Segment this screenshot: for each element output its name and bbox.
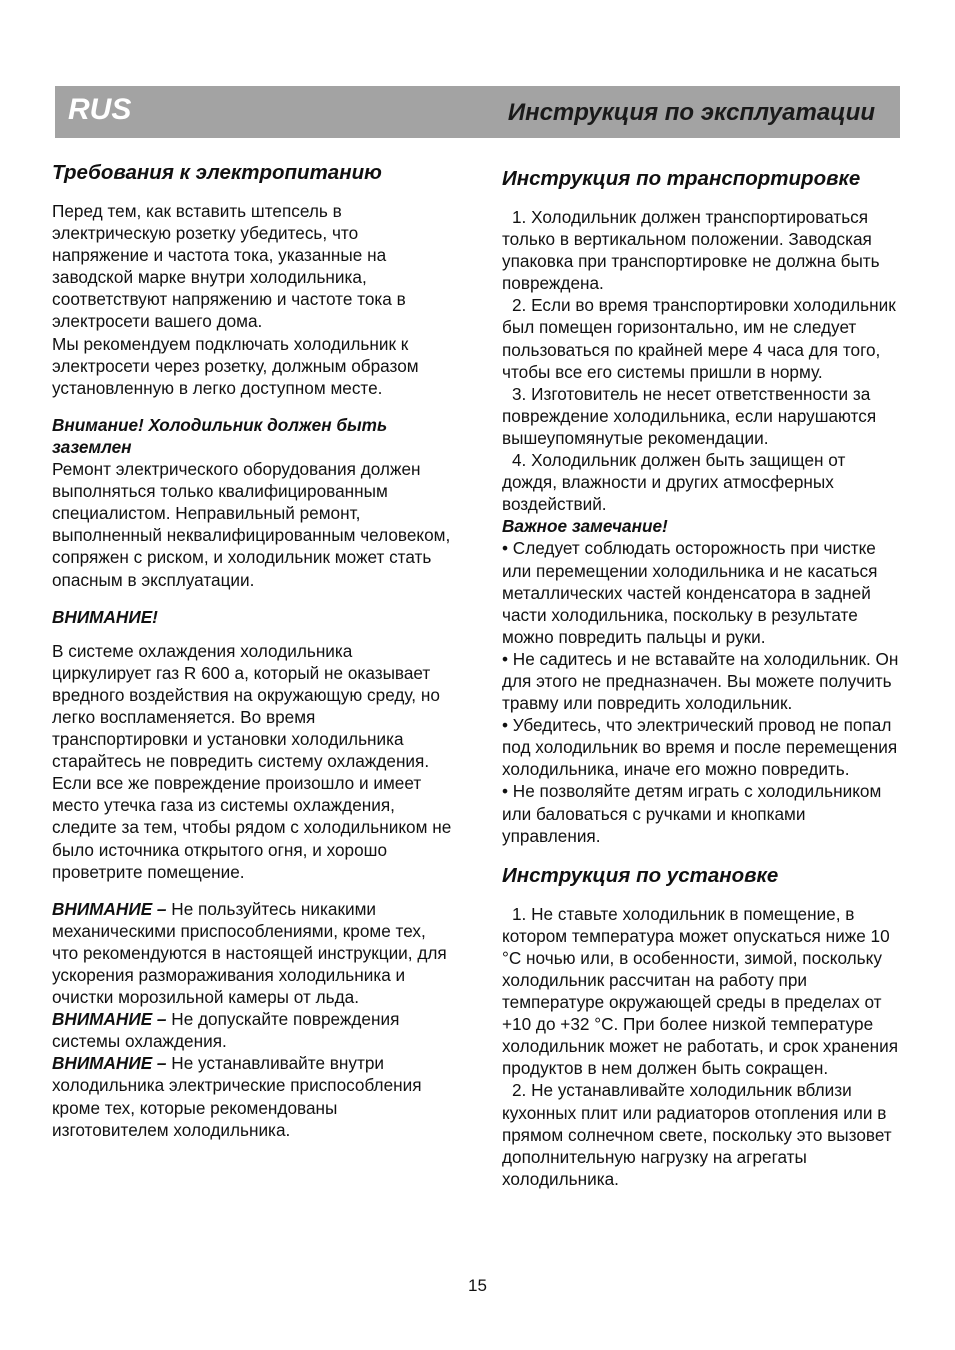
page-title: Инструкция по эксплуатации [507,99,875,126]
transport-item-3: 3. Изготовитель не несет ответственности за повреждение холодильника, если нарушаются вышеупомянутые рекомендации. [502,383,877,448]
repair-paragraph: Ремонт электрического оборудования должен выполняться только квалифицированным специалистом. Неправильный ремонт, выполненный неквалифицированным человеком, сопряжен с риском, и холодильник может стать опасным в эксплуатации. [52,459,451,590]
attention-heading: ВНИМАНИЕ! [52,606,158,627]
warning-text: Не пользуйтесь никакими механическими приспособлениями, кроме тех, что рекомендуются в настоящей инструкции, для ускорения размораживания холодильника и очистки морозильной камеры от льда. [52,898,447,1008]
warning-label: ВНИМАНИЕ – [52,1009,167,1030]
install-item-2: 2. Не устанавливайте холодильник вблизи кухонных плит или радиаторов отопления или в прямом солнечном свете, поскольку это вызовет дополнительную нагрузку на агрегаты холодильника. [502,1080,892,1189]
transport-item-1: 1. Холодильник должен транспортироваться только в вертикальном положении. Заводская упаковка при транспортировке не должна быть повреждена. [502,207,880,294]
install-heading: Инструкция по установке [502,863,779,887]
bullet-item-1: • Следует соблюдать осторожность при чистке или перемещении холодильника и не касаться металлических частей конденсатора в задней части холодильника, поскольку в результате можно повредить пальцы и руки. [502,538,878,647]
power-paragraph-1: Перед тем, как вставить штепсель в электрическую розетку убедитесь, что напряжение и частота тока, указанные на заводской марке внутри холодильника, соответствуют напряжению и частоте тока в электросети вашего дома. [52,201,406,332]
warning-paragraph-3 [52,1052,452,1140]
page-number: 15 [468,1276,487,1295]
transport-item-2: 2. Если во время транспортировки холодильник был помещен горизонтально, им не следует пользоваться по крайней мере 4 часа для того, чтобы все его системы пришли в норму. [502,295,896,382]
gas-paragraph: В системе охлаждения холодильника циркулирует газ R 600 a, который не оказывает вредного воздействия на окружающую среду, но легко воспламеняется. Во время транспортировки и установки холодильника старайтесь не повредить систему охлаждения. Если все же повреждение произошло и имеет место утечка газа из системы охлаждения, следите за тем, чтобы рядом с холодильником не было источника открытого огня, и хорошо проветрите помещение. [52,640,452,882]
warning-paragraph-1 [52,898,452,1008]
header-bar [55,86,900,138]
bullet-item-4: • Не позволяйте детям играть с холодильником или баловаться с ручками и кнопками управления. [502,781,882,846]
left-column [52,160,452,1141]
power-heading: Требования к электропитанию [52,161,382,184]
bullet-item-3: • Убедитесь, что электрический провод не попал под холодильник во время и после перемещения холодильника, иначе его можно повредить. [502,715,898,780]
language-label: RUS [68,93,132,126]
power-paragraph-2: Мы рекомендуем подключать холодильник к электросети через розетку, должным образом установленную в легко доступном месте. [52,333,419,398]
transport-item-4: 4. Холодильник должен быть защищен от дождя, влажности и других атмосферных воздействий. [502,450,846,515]
important-heading: Важное замечание! [502,516,668,537]
bullet-item-2: • Не садитесь и не вставайте на холодильник. Он для этого не предназначен. Вы можете получить травму или повредить холодильник. [502,648,899,714]
right-column [502,166,900,1190]
warning-paragraph-2 [52,1008,452,1052]
ground-warning: Внимание! Холодильник должен быть заземлен [52,414,388,457]
warning-text: Не устанавливайте внутри холодильника электрические приспособления кроме тех, которые рекомендованы изготовителем холодильника. [52,1053,422,1140]
warning-label: ВНИМАНИЕ – [52,1053,167,1074]
warning-text: Не допускайте повреждения системы охлаждения. [52,1009,400,1052]
warning-label: ВНИМАНИЕ – [52,898,167,919]
install-item-1: 1. Не ставьте холодильник в помещение, в котором температура может опускаться ниже 10 °С ночью или, в особенности, зимой, поскольку холодильник рассчитан на работу при температуре окружающей среды в пределах от +10 до +32 °С. При более низкой температуре холодильник может не работать, и срок хранения продуктов в нем должен быть сокращен. [502,903,899,1079]
transport-heading: Инструкция по транспортировке [502,167,861,190]
